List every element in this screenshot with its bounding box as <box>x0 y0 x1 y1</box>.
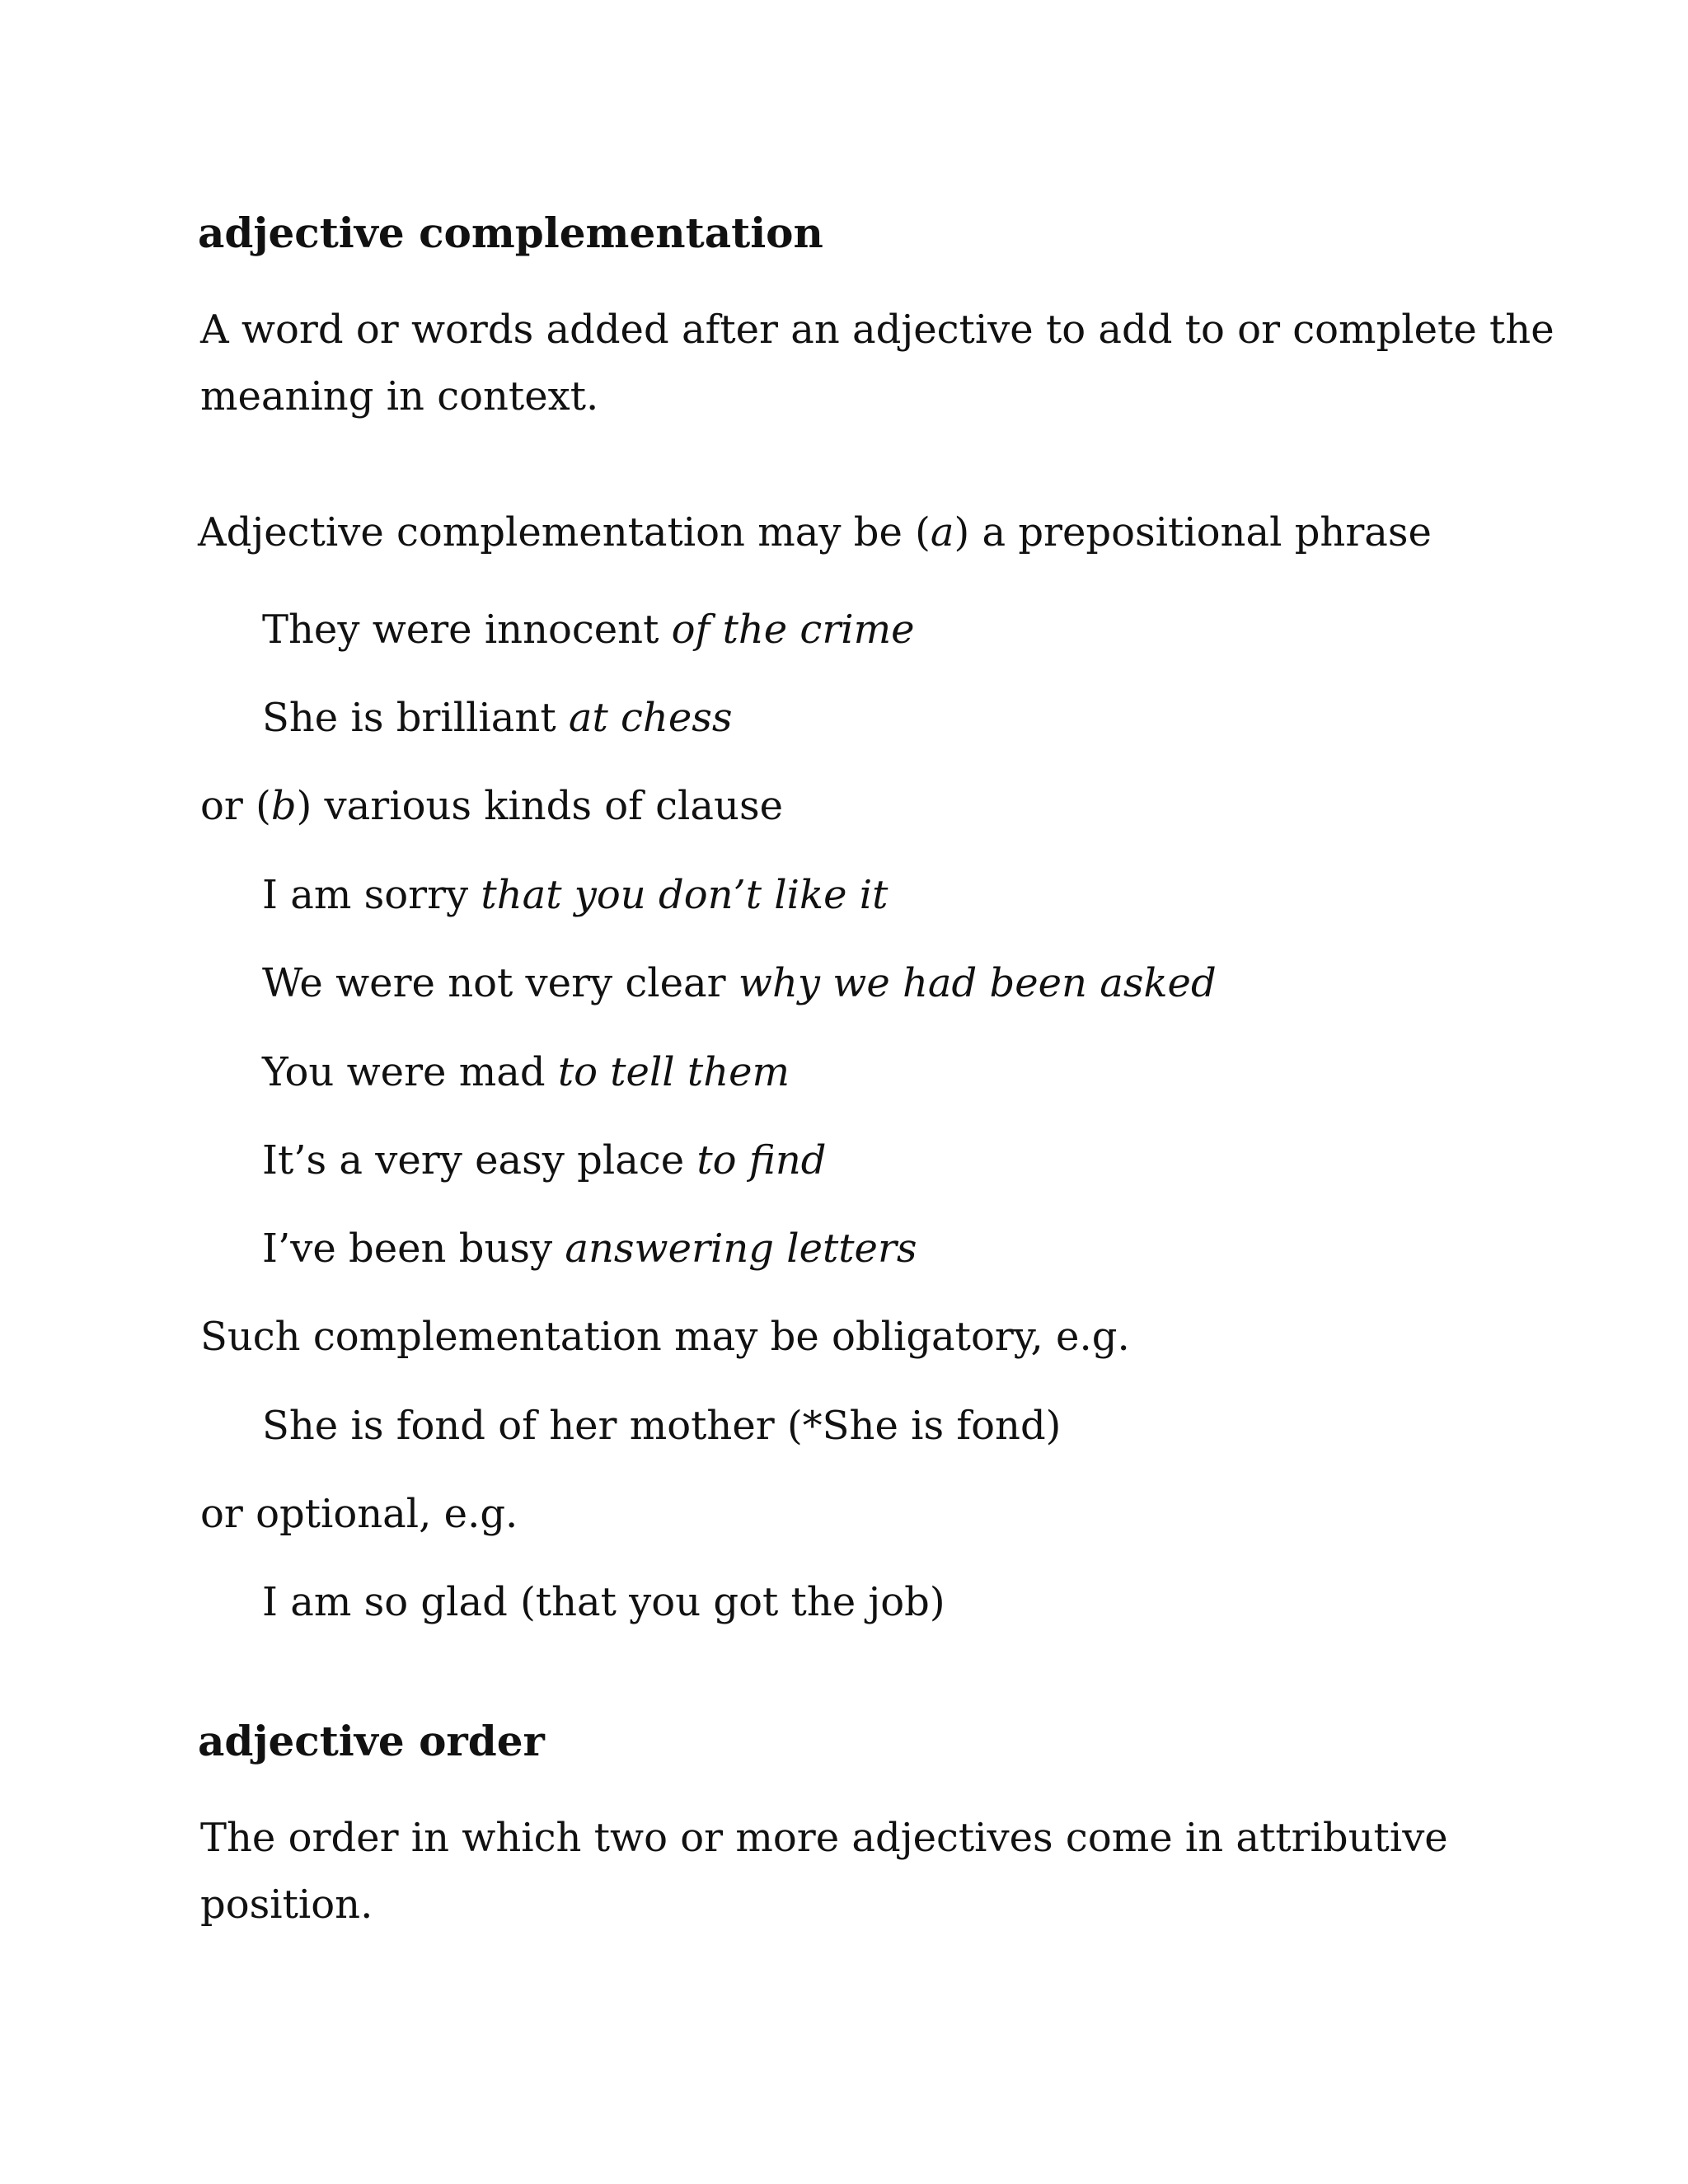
entry-definition-line-2: meaning in context. <box>200 373 599 419</box>
obligatory-intro: Such complementation may be obligatory, e.g. <box>200 1314 1130 1360</box>
intro-text-before: or ( <box>200 783 271 829</box>
example-italic: to find <box>696 1137 827 1183</box>
intro-text-after: ) various kinds of clause <box>296 783 783 829</box>
example-italic: that you don’t like it <box>481 872 889 918</box>
example-plain: They were innocent <box>262 607 672 653</box>
example-line <box>262 1049 790 1095</box>
example-line <box>262 695 733 741</box>
example-italic: at chess <box>568 695 733 741</box>
example-italic: of the crime <box>671 607 915 653</box>
entry-headword-adjective-complementation: adjective complementation <box>198 209 823 257</box>
intro-letter: a <box>930 509 954 555</box>
example-plain: It’s a very easy place <box>262 1137 697 1183</box>
optional-intro: or optional, e.g. <box>200 1491 518 1537</box>
entry-headword-adjective-order: adjective order <box>198 1717 545 1765</box>
obligatory-example: She is fond of her mother (*She is fond) <box>262 1403 1062 1449</box>
example-italic: why we had been asked <box>738 960 1217 1006</box>
example-line <box>262 960 1217 1006</box>
intro-text-before: Adjective complementation may be ( <box>198 509 931 555</box>
example-plain: I am sorry <box>262 872 481 918</box>
intro-clause <box>200 783 783 829</box>
example-line <box>262 1137 827 1183</box>
example-plain: She is brilliant <box>262 695 569 741</box>
example-plain: We were not very clear <box>262 960 738 1006</box>
example-line <box>262 1226 917 1272</box>
intro-prepositional-phrase <box>198 509 1432 555</box>
example-line <box>262 872 889 918</box>
entry-definition-line-1: The order in which two or more adjectives come in attributive <box>200 1815 1448 1861</box>
example-italic: to tell them <box>557 1049 790 1095</box>
entry-definition-line-1: A word or words added after an adjective to add to or complete the <box>200 307 1554 353</box>
example-line <box>262 607 915 653</box>
optional-example: I am so glad (that you got the job) <box>262 1579 945 1625</box>
example-italic: answering letters <box>565 1226 917 1272</box>
intro-text-after: ) a prepositional phrase <box>954 509 1432 555</box>
example-plain: You were mad <box>262 1049 558 1095</box>
example-plain: I’ve been busy <box>262 1226 565 1272</box>
entry-definition-line-2: position. <box>200 1882 373 1928</box>
intro-letter: b <box>270 783 297 829</box>
